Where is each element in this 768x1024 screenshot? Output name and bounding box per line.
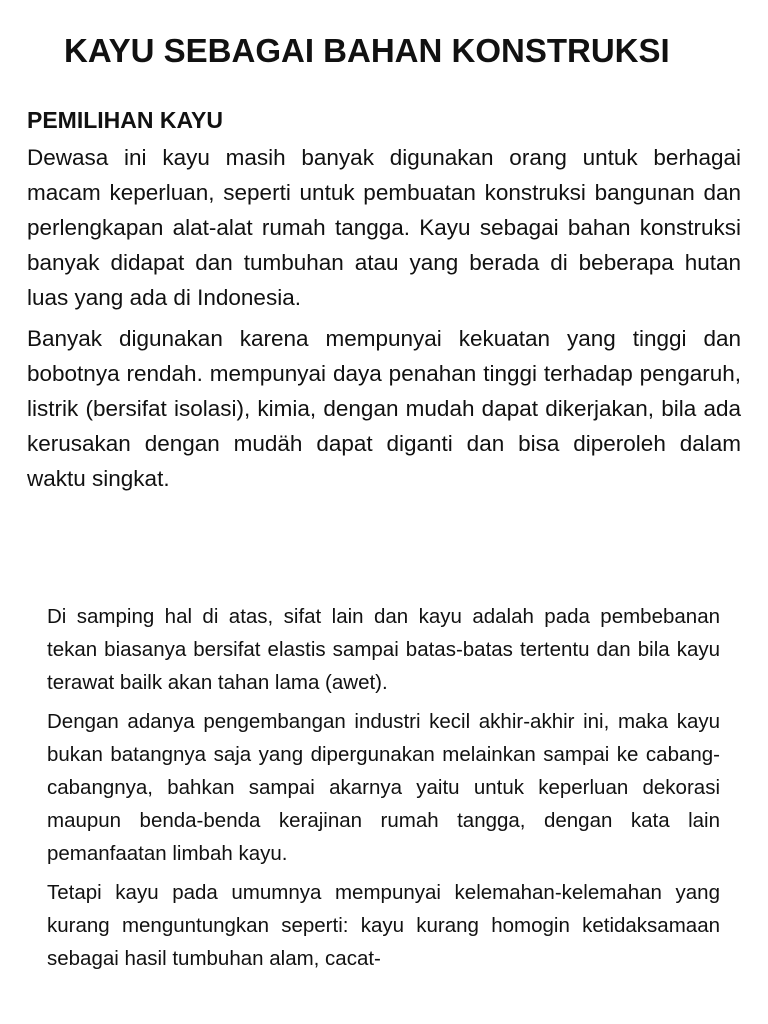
body-paragraph: Tetapi kayu pada umumnya mempunyai kelemahan-kelemahan yang kurang menguntungkan seperti: kayu kurang homogin ketidaksamaan sebagai hasil tumbuhan alam, cacat-	[47, 881, 720, 970]
document-title: KAYU SEBAGAI BAHAN KONSTRUKSI	[64, 32, 670, 69]
body-paragraph: Dewasa ini kayu masih banyak digunakan orang untuk berhagai macam keperluan, seperti untuk pembuatan konstruksi bangunan dan perlengkapan alat-alat rumah tangga. Kayu sebagai bahan konstruksi banyak didapat dan tumbuhan atau yang berada di beberapa hutan luas yang ada di Indonesia.	[27, 145, 741, 310]
body-paragraph: Banyak digunakan karena mempunyai kekuatan yang tinggi dan bobotnya rendah. mempunyai daya penahan tinggi terhadap pengaruh, listrik (bersifat isolasi), kimia, dengan mudah dapat dikerjakan, bila ada kerusakan dengan mudäh dapat diganti dan bisa diperoleh dalam waktu singkat.	[27, 326, 741, 491]
body-paragraph: Dengan adanya pengembangan industri kecil akhir-akhir ini, maka kayu bukan batangnya saja yang dipergunakan melainkan sampai ke cabang-cabangnya, bahkan sampai akarnya yaitu untuk keperluan dekorasi maupun benda-benda kerajinan rumah tangga, dengan kata lain pemanfaatan limbah kayu.	[47, 710, 720, 865]
first-section-body	[27, 140, 741, 502]
second-section-body	[47, 600, 720, 981]
body-paragraph: Di samping hal di atas, sifat lain dan kayu adalah pada pembebanan tekan biasanya bersifat elastis sampai batas-batas tertentu dan bila kayu terawat bailk akan tahan lama (awet).	[47, 605, 720, 694]
section-heading: PEMILIHAN KAYU	[27, 107, 223, 133]
